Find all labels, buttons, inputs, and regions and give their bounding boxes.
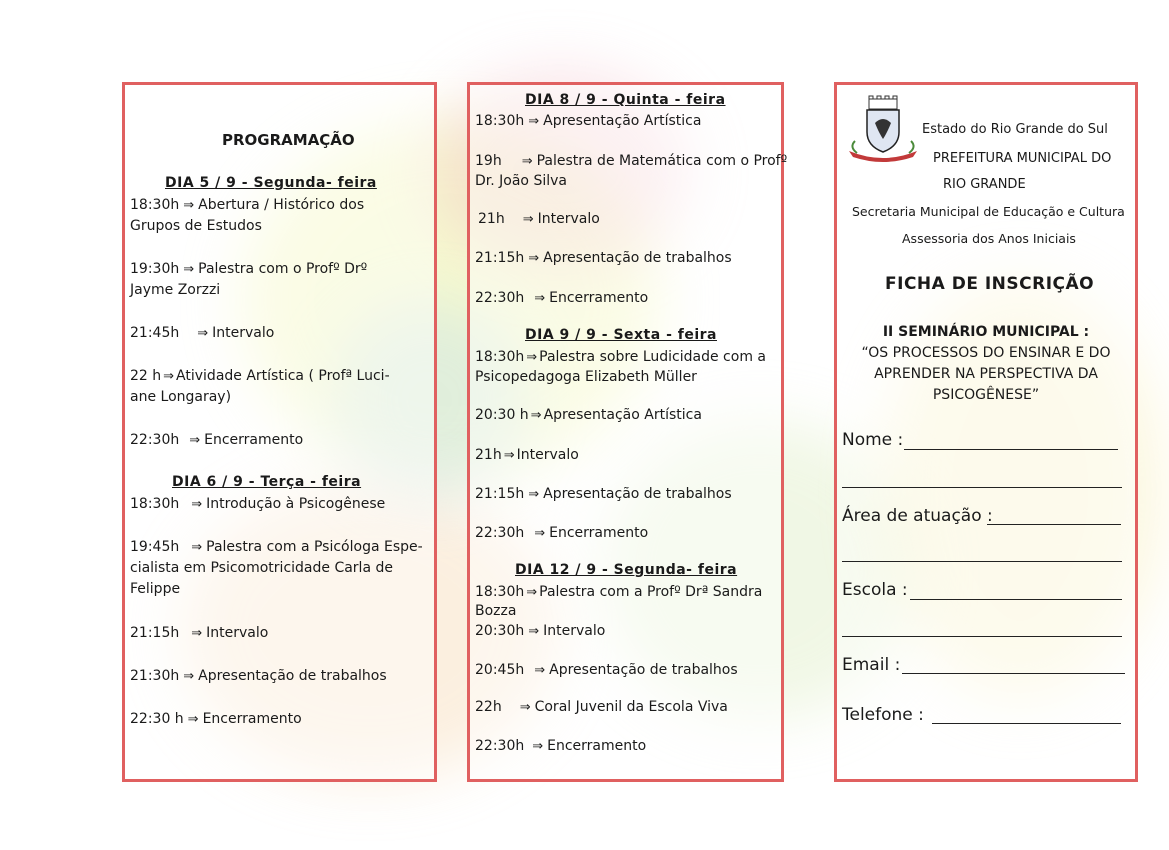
schedule-item: 22:30h ⇒ Encerramento [130, 432, 304, 448]
schedule-item: 18:30h ⇒ Abertura / Histórico dos [130, 197, 365, 213]
program-title: PROGRAMAÇÃO [222, 131, 355, 149]
schedule-item: 20:30 h ⇒ Apresentação Artística [475, 407, 702, 423]
arrow-icon: ⇒ [526, 350, 538, 365]
seminar-title: II SEMINÁRIO MUNICIPAL : [882, 324, 1090, 340]
prefecture-line-2: RIO GRANDE [943, 177, 1026, 192]
arrow-icon: ⇒ [528, 624, 540, 639]
schedule-item: 22h ⇒ Coral Juvenil da Escola Viva [475, 699, 728, 715]
arrow-icon: ⇒ [530, 408, 542, 423]
arrow-icon: ⇒ [528, 487, 540, 502]
area-field[interactable] [987, 524, 1121, 525]
seminar-subtitle-1: “OS PROCESSOS DO ENSINAR E DO [861, 345, 1111, 361]
school-label: Escola : [842, 580, 908, 600]
phone-label: Telefone : [842, 705, 924, 725]
registration-form-panel [834, 82, 1138, 782]
state-name: Estado do Rio Grande do Sul [922, 122, 1108, 137]
arrow-icon: ⇒ [197, 326, 209, 341]
schedule-item: 21:15h ⇒ Apresentação de trabalhos [475, 250, 732, 266]
schedule-item: 20:30h ⇒ Intervalo [475, 623, 606, 639]
arrow-icon: ⇒ [183, 262, 195, 277]
arrow-icon: ⇒ [528, 251, 540, 266]
name-field[interactable] [904, 449, 1118, 450]
prefecture-line-1: PREFEITURA MUNICIPAL DO [933, 151, 1112, 166]
area-label: Área de atuação : [842, 506, 993, 526]
arrow-icon: ⇒ [191, 497, 203, 512]
arrow-icon: ⇒ [534, 291, 546, 306]
school-field[interactable] [910, 599, 1122, 600]
day-heading: DIA 6 / 9 - Terça - feira [172, 474, 362, 490]
name-label: Nome : [842, 430, 904, 450]
program-panel-left [122, 82, 437, 782]
arrow-icon: ⇒ [528, 114, 540, 129]
schedule-item-cont: Felippe [130, 581, 181, 597]
schedule-item: 18:30h ⇒ Palestra sobre Ludicidade com a [475, 349, 766, 365]
schedule-item-cont: Grupos de Estudos [130, 218, 262, 234]
program-panel-middle [467, 82, 788, 782]
schedule-item: 22:30h ⇒ Encerramento [475, 738, 647, 754]
arrow-icon: ⇒ [521, 154, 533, 169]
arrow-icon: ⇒ [189, 433, 201, 448]
schedule-item: 19:45h ⇒ Palestra com a Psicóloga Espe- [130, 539, 423, 555]
schedule-item: 21h ⇒ Intervalo [475, 447, 579, 463]
arrow-icon: ⇒ [191, 626, 203, 641]
schedule-item-cont: Dr. João Silva [475, 173, 567, 189]
schedule-item: 20:45h ⇒ Apresentação de trabalhos [475, 662, 738, 678]
schedule-item-cont: cialista em Psicomotricidade Carla de [130, 560, 393, 576]
arrow-icon: ⇒ [532, 739, 544, 754]
arrow-icon: ⇒ [519, 700, 531, 715]
schedule-item-cont: Jayme Zorzzi [130, 282, 221, 298]
arrow-icon: ⇒ [191, 540, 203, 555]
schedule-item: 19:30h ⇒ Palestra com o Profº Drº [130, 261, 368, 277]
schedule-item-cont: Bozza [475, 603, 517, 619]
schedule-item: 21:30h ⇒ Apresentação de trabalhos [130, 668, 387, 684]
arrow-icon: ⇒ [183, 198, 195, 213]
schedule-item: 22 h ⇒ Atividade Artística ( Profª Luci- [130, 368, 390, 384]
schedule-item: 21:45h ⇒ Intervalo [130, 325, 275, 341]
schedule-item: 21h ⇒ Intervalo [478, 211, 600, 227]
seminar-subtitle-2: APRENDER NA PERSPECTIVA DA [874, 366, 1098, 382]
form-title: FICHA DE INSCRIÇÃO [885, 274, 1095, 294]
arrow-icon: ⇒ [526, 585, 538, 600]
coat-of-arms-icon [847, 95, 919, 167]
schedule-item: 18:30h ⇒ Apresentação Artística [475, 113, 702, 129]
arrow-icon: ⇒ [522, 212, 534, 227]
arrow-icon: ⇒ [534, 526, 546, 541]
email-field[interactable] [902, 673, 1125, 674]
schedule-item-cont: ane Longaray) [130, 389, 232, 405]
schedule-item-cont: Psicopedagoga Elizabeth Müller [475, 369, 697, 385]
assessment-office: Assessoria dos Anos Iniciais [902, 231, 1076, 246]
day-heading: DIA 8 / 9 - Quinta - feira [525, 92, 726, 108]
arrow-icon: ⇒ [163, 369, 175, 384]
schedule-item: 18:30h ⇒ Palestra com a Profº Drª Sandra [475, 584, 763, 600]
secretariat: Secretaria Municipal de Educação e Cultura [852, 204, 1125, 219]
seminar-subtitle-3: PSICOGÊNESE” [932, 387, 1040, 403]
schedule-item: 22:30h ⇒ Encerramento [475, 290, 649, 306]
schedule-item: 21:15h ⇒ Apresentação de trabalhos [475, 486, 732, 502]
schedule-item: 19h ⇒ Palestra de Matemática com o Profº [475, 153, 788, 169]
name-field-line-2[interactable] [842, 487, 1122, 488]
schedule-item: 22:30h ⇒ Encerramento [475, 525, 649, 541]
arrow-icon: ⇒ [187, 712, 199, 727]
phone-field[interactable] [932, 723, 1121, 724]
arrow-icon: ⇒ [183, 669, 195, 684]
arrow-icon: ⇒ [503, 448, 515, 463]
school-field-line-2[interactable] [842, 636, 1122, 637]
day-heading: DIA 12 / 9 - Segunda- feira [515, 562, 738, 578]
schedule-item: 21:15h ⇒ Intervalo [130, 625, 269, 641]
day-heading: DIA 9 / 9 - Sexta - feira [525, 327, 717, 343]
email-label: Email : [842, 655, 901, 675]
schedule-item: 22:30 h ⇒ Encerramento [130, 711, 302, 727]
schedule-item: 18:30h ⇒ Introdução à Psicogênese [130, 496, 386, 512]
arrow-icon: ⇒ [534, 663, 546, 678]
area-field-line-2[interactable] [842, 561, 1122, 562]
day-heading: DIA 5 / 9 - Segunda- feira [165, 175, 377, 191]
